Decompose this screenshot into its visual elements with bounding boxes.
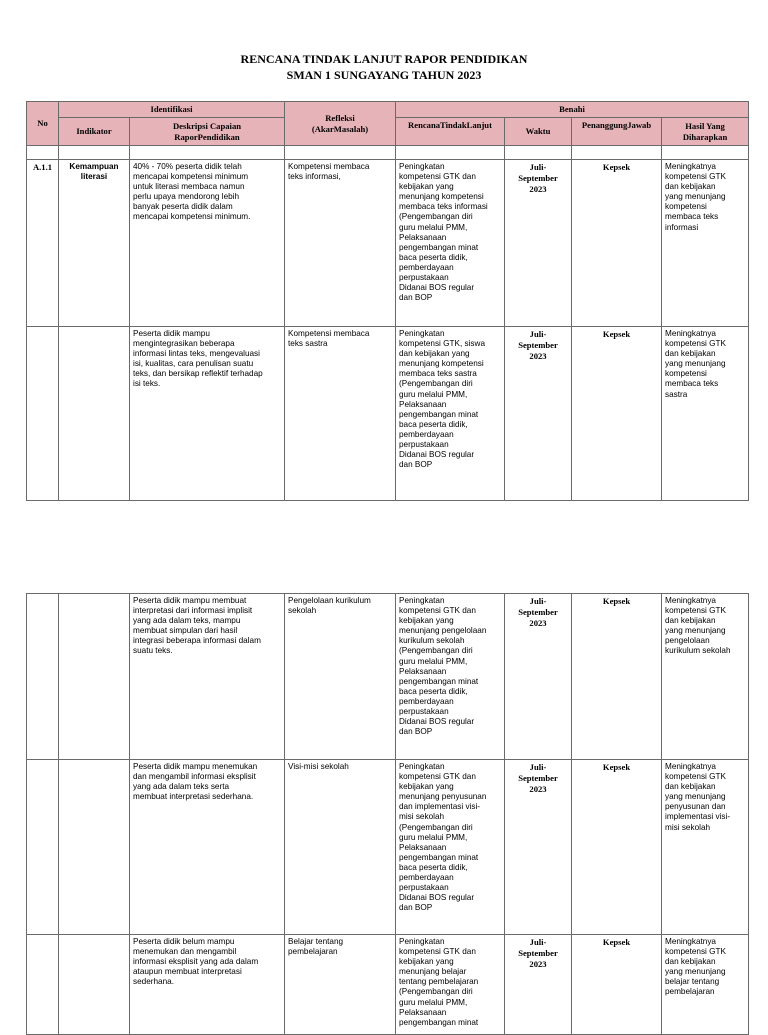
row-penanggung-jawab: Kepsek [572,760,662,935]
row-refleksi: Kompetensi membaca teks sastra [285,327,396,501]
document-title: RENCANA TINDAK LANJUT RAPOR PENDIDIKAN [240,52,528,66]
row-indikator [59,594,130,760]
row-refleksi: Pengelolaan kurikulum sekolah [285,594,396,760]
row-waktu: Juli- September 2023 [505,327,572,501]
row-waktu: Juli- September 2023 [505,160,572,327]
row-no: A.1.1 [27,160,59,327]
row-hasil: Meningkatnya kompetensi GTK dan kebijakan yang menunjang kompetensi membaca teks informasi [662,160,749,327]
document-subtitle: SMAN 1 SUNGAYANG TAHUN 2023 [286,68,482,82]
row-waktu: Juli- September 2023 [505,935,572,1035]
header-rencana: RencanaTindakLanjut [396,118,505,146]
header-identifikasi: Identifikasi [59,102,285,118]
row-rencana: Peningkatan kompetensi GTK dan kebijakan yang menunjang belajar tentang pembelajaran (Pengembangan diri guru melalui PMM, Pelaksanaan pengembangan minat [396,935,505,1035]
header-penanggung-jawab: PenanggungJawab [572,118,662,146]
row-waktu: Juli- September 2023 [505,594,572,760]
row-waktu: Juli- September 2023 [505,760,572,935]
row-indikator [59,327,130,501]
rtl-table-page1 [26,101,749,501]
row-refleksi: Visi-misi sekolah [285,760,396,935]
header-refleksi: Refleksi (AkarMasalah) [285,102,396,146]
row-hasil: Meningkatnya kompetensi GTK dan kebijakan yang menunjang belajar tentang pembelajaran [662,935,749,1035]
row-no [27,327,59,501]
row-deskripsi: Peserta didik mampu menemukan dan mengambil informasi eksplisit yang ada dalam teks serta membuat interpretasi sederhana. [130,760,285,935]
row-deskripsi: Peserta didik mampu mengintegrasikan beberapa informasi lintas teks, mengevaluasi isi, kualitas, cara penulisan suatu teks, dan bersikap reflektif terhadap isi teks. [130,327,285,501]
row-penanggung-jawab: Kepsek [572,594,662,760]
row-rencana: Peningkatan kompetensi GTK dan kebijakan yang menunjang penyusunan dan implementasi visi- misi sekolah (Pengembangan diri guru melalui PMM, Pelaksanaan pengembangan minat baca peserta didik, pemberdayaan perpustakaan Didanai BOS regular dan BOP [396,760,505,935]
table-row [27,327,749,501]
row-indikator [59,760,130,935]
spacer-row [27,146,749,160]
header-hasil: Hasil Yang Diharapkan [662,118,749,146]
row-refleksi: Kompetensi membaca teks informasi, [285,160,396,327]
header-deskripsi: Deskripsi Capaian RaporPendidikan [130,118,285,146]
row-indikator [59,935,130,1035]
row-rencana: Peningkatan kompetensi GTK dan kebijakan yang menunjang kompetensi membaca teks informasi (Pengembangan diri guru melalui PMM, Pelaksanaan pengembangan minat baca peserta didik, pemberdayaan perpustakaan Didanai BOS regular dan BOP [396,160,505,327]
rtl-table-page2 [26,593,749,1035]
row-no [27,935,59,1035]
row-penanggung-jawab: Kepsek [572,160,662,327]
row-hasil: Meningkatnya kompetensi GTK dan kebijakan yang menunjang kompetensi membaca teks sastra [662,327,749,501]
table-row [27,760,749,935]
row-rencana: Peningkatan kompetensi GTK dan kebijakan yang menunjang pengelolaan kurikulum sekolah (Pengembangan diri guru melalui PMM, Pelaksanaan pengembangan minat baca peserta didik, pemberdayaan perpustakaan Didanai BOS regular dan BOP [396,594,505,760]
row-penanggung-jawab: Kepsek [572,327,662,501]
header-benahi: Benahi [396,102,749,118]
row-penanggung-jawab: Kepsek [572,935,662,1035]
row-no [27,594,59,760]
row-rencana: Peningkatan kompetensi GTK, siswa dan kebijakan yang menunjang kompetensi membaca teks sastra (Pengembangan diri guru melalui PMM, Pelaksanaan pengembangan minat baca peserta didik, pemberdayaan perpustakaan Didanai BOS regular dan BOP [396,327,505,501]
row-hasil: Meningkatnya kompetensi GTK dan kebijakan yang menunjang pengelolaan kurikulum sekolah [662,594,749,760]
table-row [27,935,749,1035]
header-no: No [27,102,59,146]
row-no [27,760,59,935]
row-refleksi: Belajar tentang pembelajaran [285,935,396,1035]
header-waktu: Waktu [505,118,572,146]
header-indikator: Indikator [59,118,130,146]
row-deskripsi: Peserta didik mampu membuat interpretasi dari informasi implisit yang ada dalam teks, mampu membuat simpulan dari hasil integrasi beberapa informasi dalam suatu teks. [130,594,285,760]
row-hasil: Meningkatnya kompetensi GTK dan kebijakan yang menunjang penyusunan dan implementasi visi- misi sekolah [662,760,749,935]
row-indikator: Kemampuan literasi [59,160,130,327]
table-row [27,594,749,760]
row-deskripsi: 40% - 70% peserta didik telah mencapai kompetensi minimum untuk literasi membaca namun perlu upaya mendorong lebih banyak peserta didik dalam mencapai kompetensi minimum. [130,160,285,327]
table-row [27,160,749,327]
row-deskripsi: Peserta didik belum mampu menemukan dan mengambil informasi eksplisit yang ada dalam ataupun membuat interpretasi sederhana. [130,935,285,1035]
